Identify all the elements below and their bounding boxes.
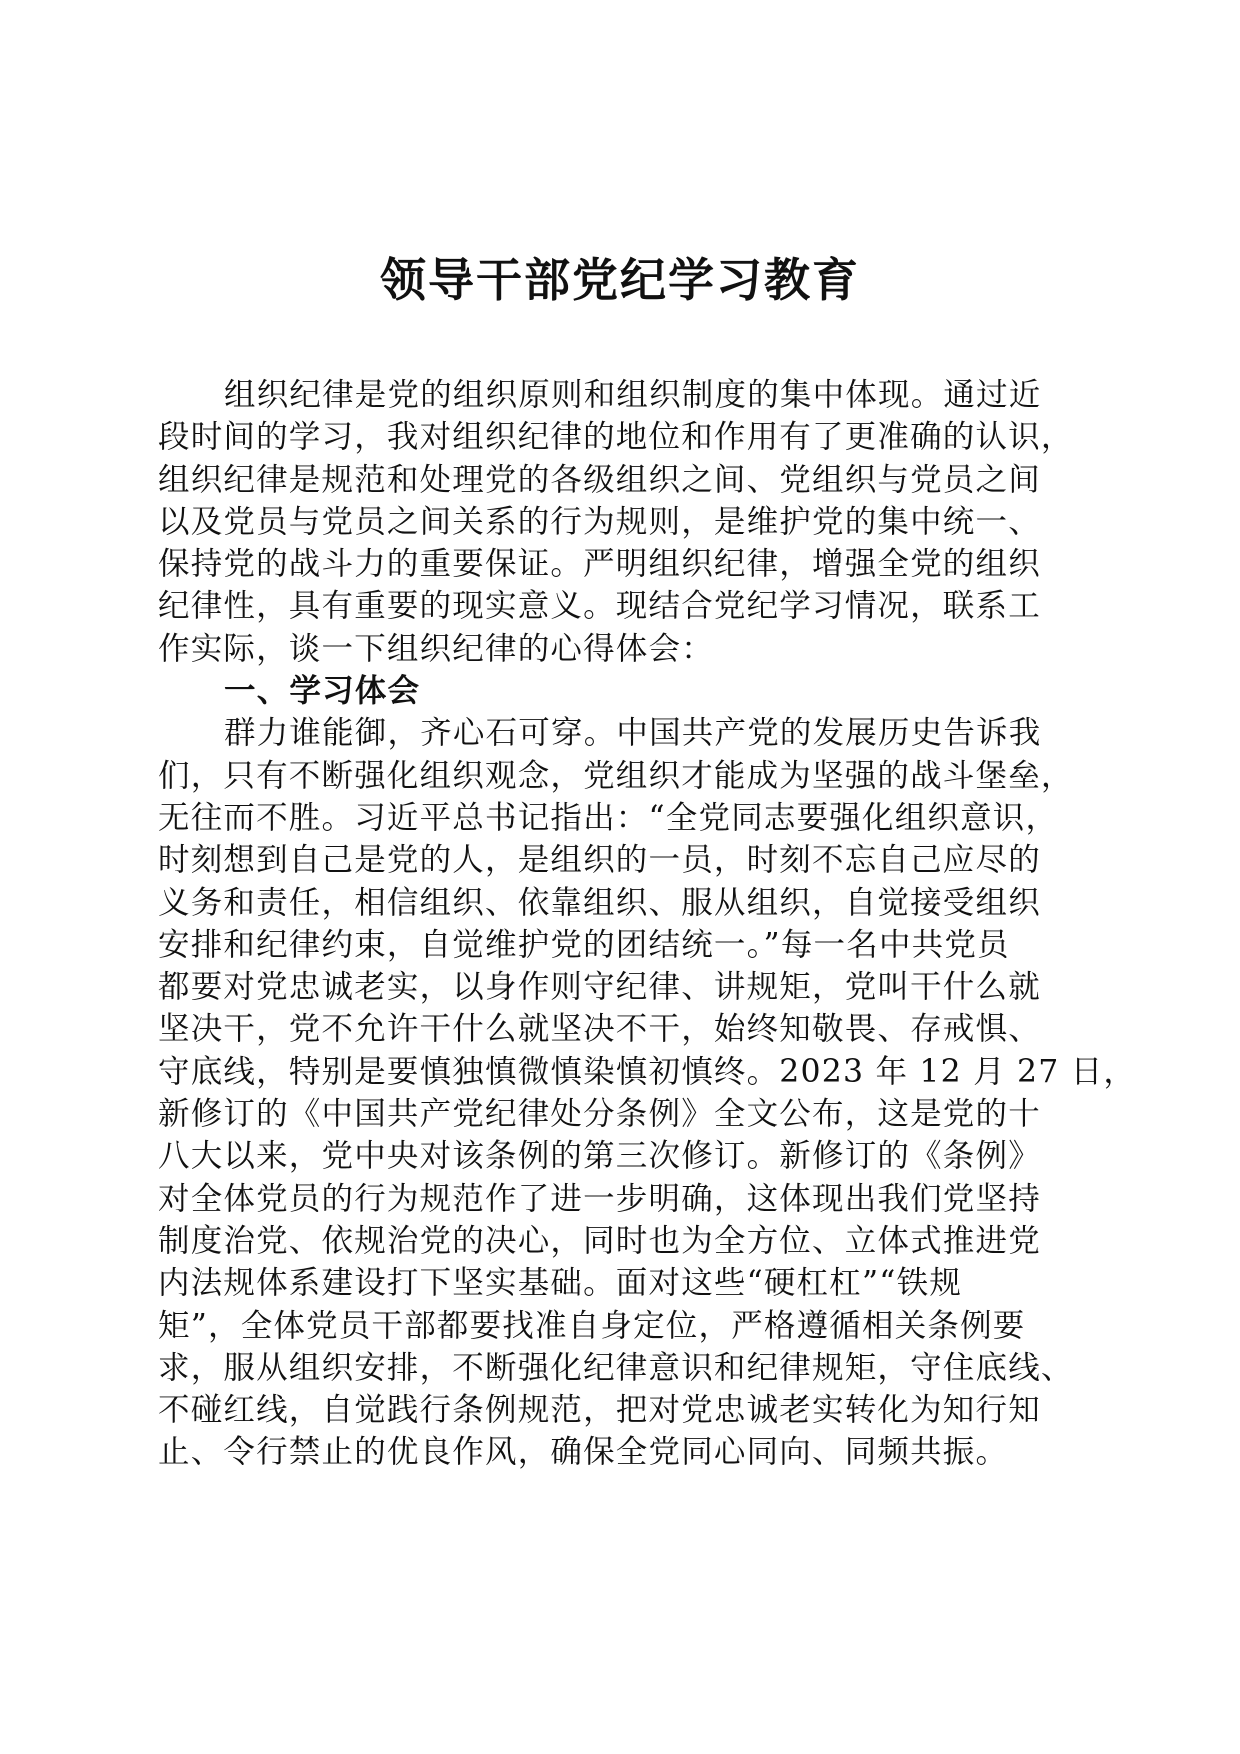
- document-body: [158, 374, 1137, 1474]
- section-heading: 一、学习体会: [224, 673, 421, 710]
- intro-paragraph: [158, 374, 1098, 670]
- text-line: 守底线，特别是要慎独慎微慎染慎初慎终。2023 年 12 月 27 日，: [158, 1053, 1137, 1090]
- text-line: 时刻想到自己是党的人，是组织的一员，时刻不忘自己应尽的: [158, 842, 1041, 879]
- text-line: 保持党的战斗力的重要保证。严明组织纪律，增强全党的组织: [158, 546, 1041, 583]
- text-line: 以及党员与党员之间关系的行为规则，是维护党的集中统一、: [158, 503, 1041, 540]
- text-line: 安排和纪律约束，自觉维护党的团结统一。”每一名中共党员: [158, 926, 1010, 963]
- text-line: 无往而不胜。习近平总书记指出：“全党同志要强化组织意识，: [158, 799, 1059, 836]
- document-title: 领导干部党纪学习教育: [380, 253, 860, 307]
- text-line: 不碰红线，自觉践行条例规范，把对党忠诚老实转化为知行知: [158, 1392, 1041, 1429]
- section-paragraph: [158, 712, 1137, 1473]
- text-line: 制度治党、依规治党的决心，同时也为全方位、立体式推进党: [158, 1222, 1041, 1259]
- text-line: 都要对党忠诚老实，以身作则守纪律、讲规矩，党叫干什么就: [158, 969, 1041, 1006]
- text-line: 群力谁能御，齐心石可穿。中国共产党的发展历史告诉我: [224, 715, 1042, 752]
- text-line: 新修订的《中国共产党纪律处分条例》全文公布，这是党的十: [158, 1096, 1041, 1133]
- text-line: 求，服从组织安排，不断强化纪律意识和纪律规矩，守住底线、: [158, 1349, 1074, 1386]
- text-line: 段时间的学习，我对组织纪律的地位和作用有了更准确的认识，: [158, 419, 1074, 456]
- text-line: 对全体党员的行为规范作了进一步明确，这体现出我们党坚持: [158, 1180, 1041, 1217]
- text-line: 纪律性，具有重要的现实意义。现结合党纪学习情况，联系工: [158, 588, 1041, 625]
- text-line: 坚决干，党不允许干什么就坚决不干，始终知敬畏、存戒惧、: [158, 1011, 1041, 1048]
- text-line: 内法规体系建设打下坚实基础。面对这些“硬杠杠”“铁规: [158, 1265, 963, 1302]
- text-line: 组织纪律是规范和处理党的各级组织之间、党组织与党员之间: [158, 461, 1041, 498]
- text-line: 作实际，谈一下组织纪律的心得体会：: [158, 630, 714, 667]
- text-line: 矩”，全体党员干部都要找准自身定位，严格遵循相关条例要: [158, 1307, 1026, 1344]
- text-line: 们，只有不断强化组织观念，党组织才能成为坚强的战斗堡垒，: [158, 757, 1074, 794]
- text-line: 组织纪律是党的组织原则和组织制度的集中体现。通过近: [224, 377, 1042, 413]
- text-line: 八大以来，党中央对该条例的第三次修订。新修订的《条例》: [158, 1138, 1041, 1175]
- text-line: 止、令行禁止的优良作风，确保全党同心同向、同频共振。: [158, 1434, 1009, 1471]
- text-line: 义务和责任，相信组织、依靠组织、服从组织，自觉接受组织: [158, 884, 1041, 921]
